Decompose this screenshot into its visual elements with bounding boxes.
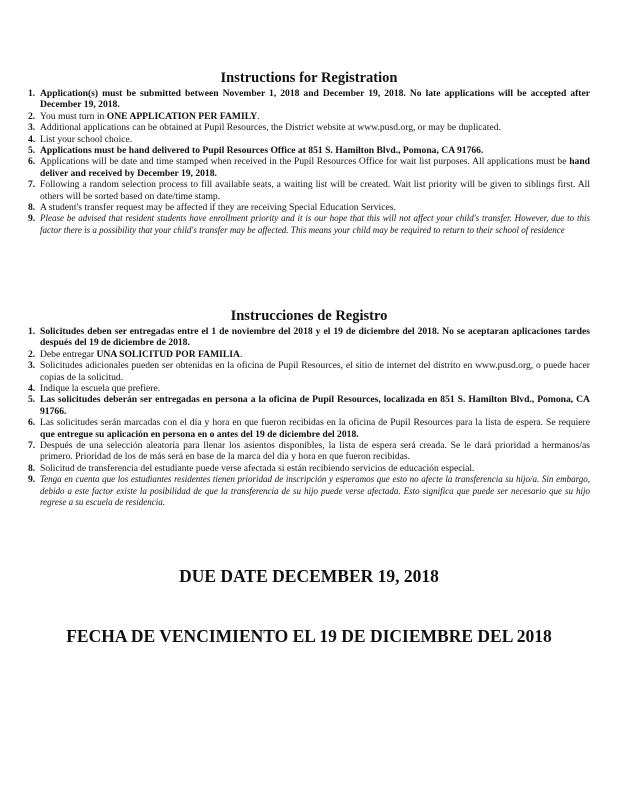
spanish-title: Instrucciones de Registro (230, 308, 388, 324)
list-item: 1. Solicitudes deben ser entregadas entre el 1 de noviembre del 2018 y el 19 de diciembre del 2018. No se aceptaran aplicaciones tardes después del 19 de diciembre de 2018. (28, 326, 590, 349)
english-title: Instructions for Registration (220, 70, 398, 86)
list-item: 8. A student's transfer request may be affected if they are receiving Special Education Services. (28, 202, 396, 214)
list-item: 2. You must turn in ONE APPLICATION PER FAMILY. (28, 110, 260, 122)
list-item: 3. Solicitudes adicionales pueden ser obtenidas en la oficina de Pupil Resources, el sitio de internet del distrito en www.pusd.org, o puede hacer copias de la solicitud. (28, 360, 590, 383)
list-item: 9. Please be advised that resident students have enrollment priority and it is our hope that this will not affect your child's transfer. However, due to this factor there is a possibility that your child's transfer may be affected. This means your child may be required to return to their school of residence (28, 213, 590, 235)
list-item: 7. Following a random selection process to fill available seats, a waiting list will be created. Wait list priority will be given to siblings first. All others will be sorted based on date/time stamp. (28, 179, 590, 202)
english-instructions (28, 70, 590, 236)
list-item: 6. Las solicitudes serán marcadas con el día y hora en que fueron recibidas en la oficina de Pupil Resources para la lista de espera. Se requiere que entregue su aplicación en persona en o antes del 19 de diciembre del 2018. (28, 417, 590, 440)
due-date-english: DUE DATE DECEMBER 19, 2018 (179, 566, 439, 586)
list-item: 4. Indique la escuela que prefiere. (28, 383, 161, 395)
list-item: 3. Additional applications can be obtained at Pupil Resources, the District website at www.pusd.org, or may be duplicated. (28, 122, 501, 134)
list-item: 5. Las solicitudes deberán ser entregadas en persona a la oficina de Pupil Resources, localizada en 851 S. Hamilton Blvd., Pomona, CA 91766. (28, 394, 590, 417)
list-item: 5. Applications must be hand delivered to Pupil Resources Office at 851 S. Hamilton Blvd., Pomona, CA 91766. (28, 145, 484, 157)
spanish-instructions (28, 308, 590, 509)
list-item: 1. Application(s) must be submitted between November 1, 2018 and December 19, 2018. No late applications will be accepted after December 19, 2018. (28, 88, 590, 111)
list-item: 4. List your school choice. (28, 133, 133, 145)
list-item: 6. Applications will be date and time stamped when received in the Pupil Resources Office for wait list purposes. All applications must be hand deliver and received by December 19, 2018. (28, 156, 590, 179)
list-item: 8. Solicitud de transferencia del estudiante puede verse afectada si están recibiendo servicios de educación especial. (28, 462, 475, 474)
list-item: 9. Tenga en cuenta que los estudiantes residentes tienen prioridad de inscripción y esperamos que esto no afecte la transferencia su hijo/a. Sin embargo, debido a este factor existe la posibilidad de que la transferencia de su hijo puede verse afectada. Esto significa que puede ser necesario que su hijo regrese a su escuela de residencia. (28, 474, 590, 508)
list-item: 7. Después de una selección aleatoria para llenar los asientos disponibles, la lista de espera será creada. Se le dará prioridad a hermanos/as primero. Prioridad de los de más será en base de la marca del día y hora en que fueron recibidas. (28, 440, 590, 463)
due-date-spanish: FECHA DE VENCIMIENTO EL 19 DE DICIEMBRE DEL 2018 (66, 626, 552, 646)
list-item: 2. Debe entregar UNA SOLICITUD POR FAMILIA. (28, 348, 243, 360)
